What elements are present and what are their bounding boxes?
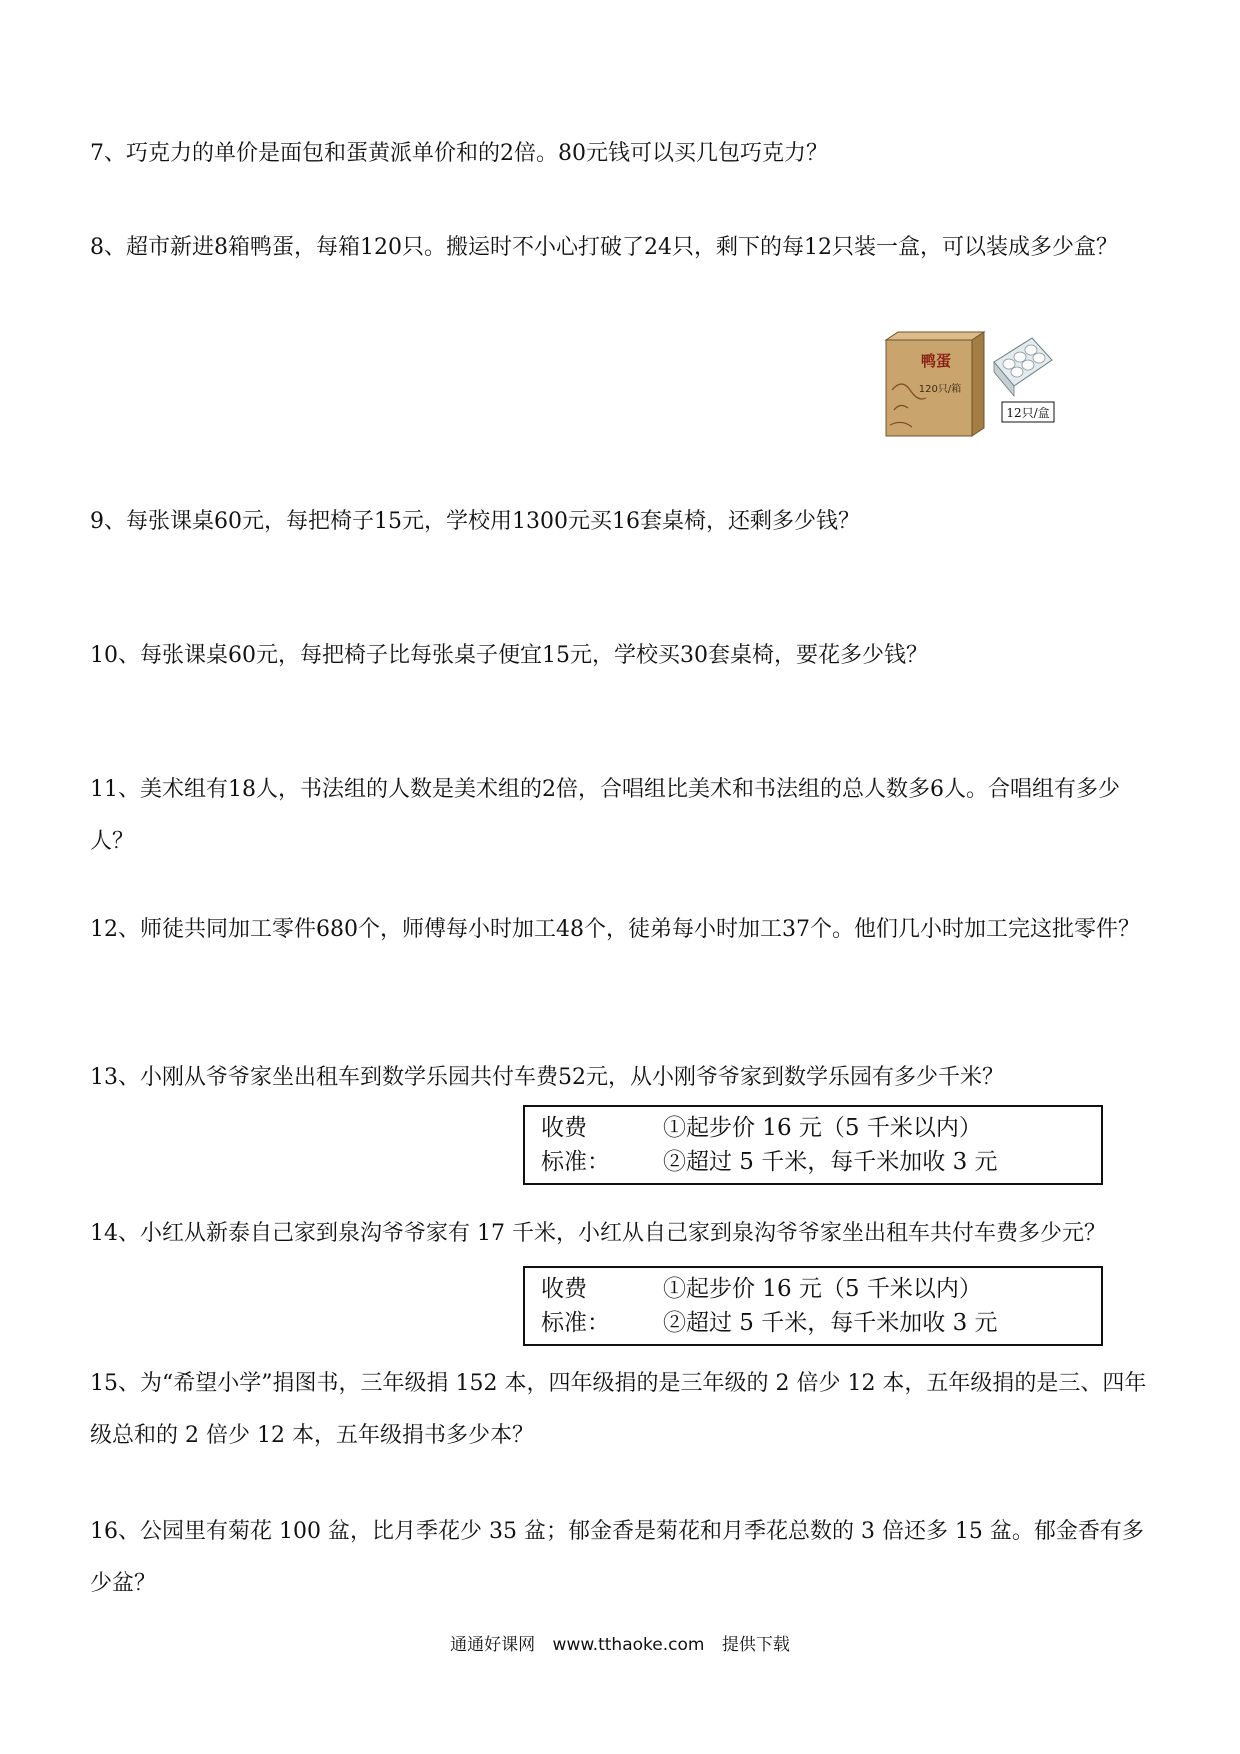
question-9: 9、每张课桌60元，每把椅子15元，学校用1300元买16套桌椅，还剩多少钱？: [90, 509, 860, 534]
fee-label: [541, 1272, 641, 1340]
question-15: 15、为“希望小学”捐图书，三年级捐 152 本，四年级捐的是三年级的 2 倍少 12 本，五年级捐的是三、四年级总和的 2 倍少 12 本，五年级捐书多少本？: [90, 1371, 1147, 1448]
egg-box-illustration: [882, 330, 1067, 440]
question-11: 11、美术组有18人，书法组的人数是美术组的2倍，合唱组比美术和书法组的总人数多6人。合唱组有多少人？: [90, 777, 1120, 854]
egg-box-label-count: 120只/箱: [918, 384, 962, 395]
fee-label-line2: 标准：: [541, 1310, 610, 1336]
question-8: 8、超市新进8箱鸭蛋，每箱120只。搬运时不小心打破了24只，剩下的每12只装一盒，可以装成多少盒？: [90, 235, 1118, 260]
fee-rule-1: ①起步价 16 元（5 千米以内）: [663, 1115, 982, 1141]
fee-rule-1: ①起步价 16 元（5 千米以内）: [663, 1276, 982, 1302]
taxi-fee-box-q14: [523, 1266, 1103, 1346]
egg-box-label-title: 鸭蛋: [920, 352, 952, 370]
fee-rule-2: ②超过 5 千米，每千米加收 3 元: [663, 1310, 998, 1336]
egg-box-top: [886, 332, 984, 340]
footer-site-name: 通通好课网: [450, 1635, 536, 1655]
footer-url[interactable]: www.tthaoke.com: [552, 1635, 705, 1655]
fee-rules: [663, 1111, 1093, 1179]
question-13: 13、小刚从爷爷家坐出租车到数学乐园共付车费52元，从小刚爷爷家到数学乐园有多少千米？: [90, 1065, 1004, 1090]
fee-label-line2: 标准：: [541, 1149, 610, 1175]
fee-label-line1: 收费: [541, 1276, 587, 1302]
taxi-fee-box-q13: [523, 1105, 1103, 1185]
footer-suffix: 提供下载: [721, 1635, 790, 1655]
question-16: 16、公园里有菊花 100 盆，比月季花少 35 盆；郁金香是菊花和月季花总数的 3 倍还多 15 盆。郁金香有多少盆？: [90, 1519, 1144, 1596]
fee-rule-2: ②超过 5 千米，每千米加收 3 元: [663, 1149, 998, 1175]
page-footer: [0, 1630, 1240, 1655]
question-7: 7、巧克力的单价是面包和蛋黄派单价和的2倍。80元钱可以买几包巧克力？: [90, 141, 828, 166]
question-10: 10、每张课桌60元，每把椅子比每张桌子便宜15元，学校买30套桌椅，要花多少钱？: [90, 643, 928, 668]
fee-label-line1: 收费: [541, 1115, 587, 1141]
egg-box-side: [972, 332, 984, 436]
egg-tray-label: 12只/盒: [1006, 406, 1050, 420]
question-14: 14、小红从新泰自己家到泉沟爷爷家有 17 千米，小红从自己家到泉沟爷爷家坐出租车共付车费多少元？: [90, 1221, 1106, 1246]
fee-rules: [663, 1272, 1093, 1340]
fee-label: [541, 1111, 641, 1179]
question-12: 12、师徒共同加工零件680个，师傅每小时加工48个，徒弟每小时加工37个。他们几小时加工完这批零件？: [90, 917, 1140, 942]
